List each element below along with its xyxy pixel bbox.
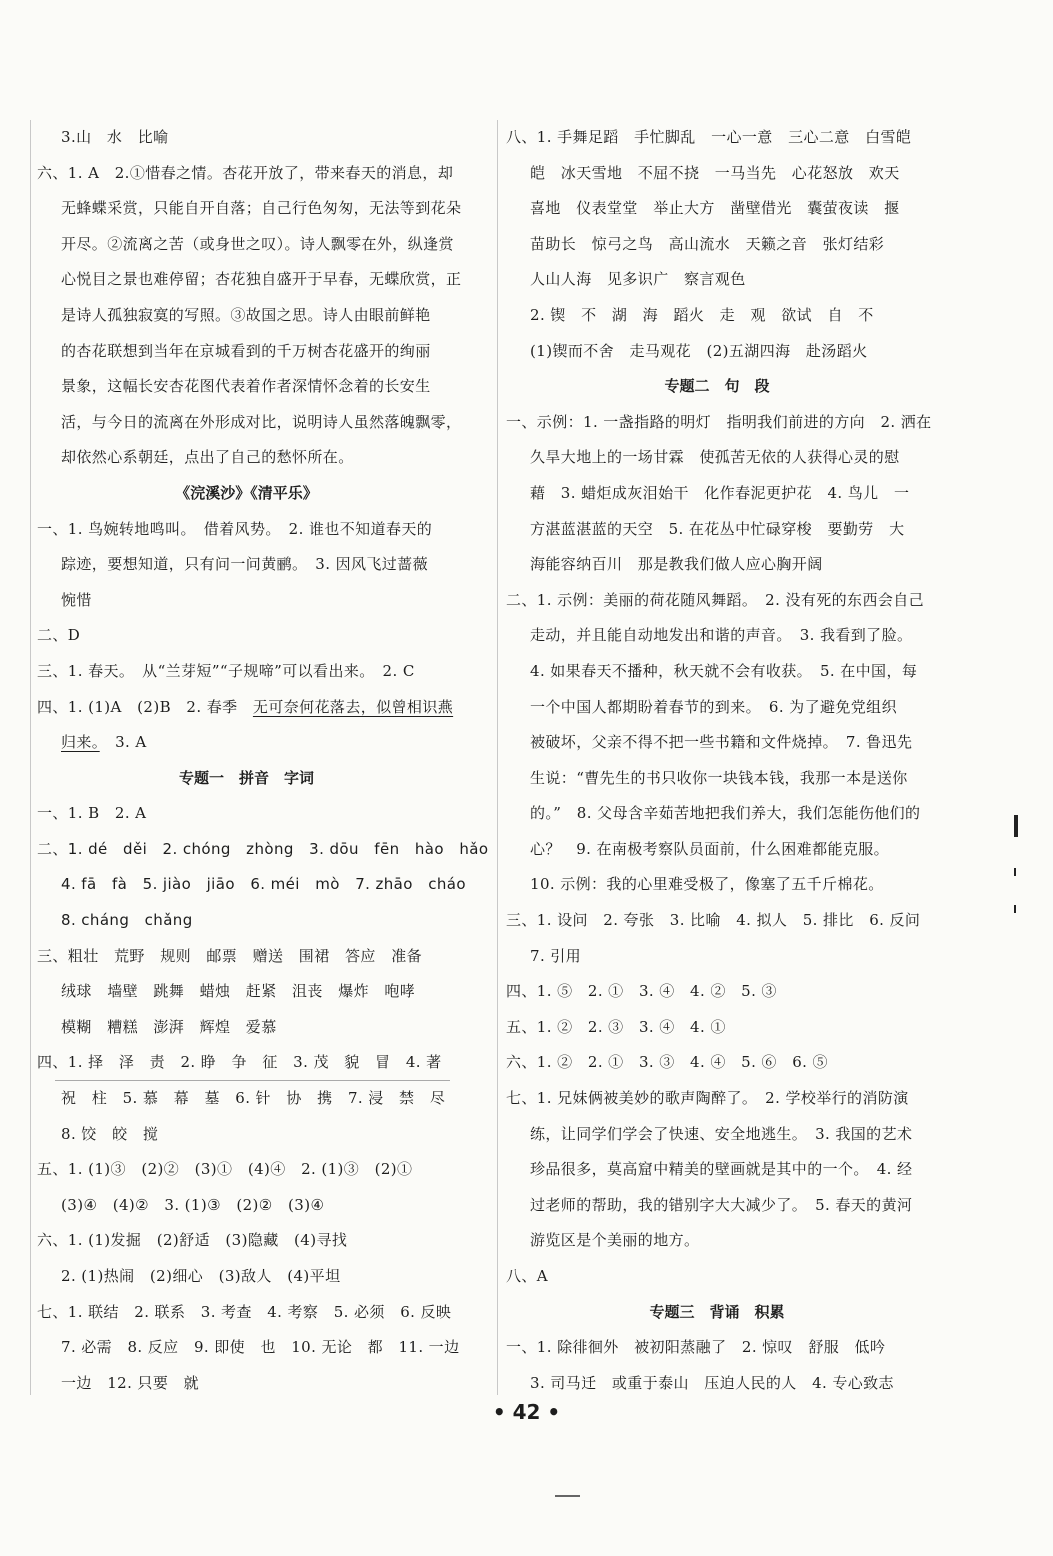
answer-line: [33, 156, 460, 192]
line-text: 喜地 仪表堂堂 举止大方 凿壁借光 囊萤夜读 揠: [530, 199, 900, 218]
line-text: 无蜂蝶采赏，只能自开自落；自己行色匆匆，无法等到花朵: [61, 199, 462, 218]
line-text: 三、粗壮 荒野 规则 邮票 赠送 围裙 答应 准备: [37, 946, 423, 965]
answer-line: [33, 1295, 460, 1331]
scan-mark: [555, 1495, 580, 1497]
answer-line: [33, 227, 460, 263]
answer-line: [502, 1330, 932, 1366]
answer-line: [33, 1330, 460, 1366]
underlined-answer: 归来。: [61, 733, 100, 752]
line-text: 4. 如果春天不播种，秋天就不会有收获。 5. 在中国，每: [530, 661, 918, 680]
answer-line: [502, 120, 932, 156]
left-column: [30, 120, 489, 1395]
answer-line: [33, 191, 460, 227]
right-column: [497, 120, 932, 1395]
line-text: 八、1. 手舞足蹈 手忙脚乱 一心一意 三心二意 白雪皑: [506, 128, 912, 146]
line-text: 走动，并且能自动地发出和谐的声音。 3. 我看到了脸。: [530, 626, 913, 645]
line-text: 二、1. dé děi 2. chóng zhòng 3. dōu fēn hào hǎo: [37, 839, 489, 858]
line-text: 三、1. 春天。 从“兰芽短”“子规啼”可以看出来。 2. C: [37, 661, 415, 680]
answer-line: [502, 725, 932, 761]
line-text: 四、1. ⑤ 2. ① 3. ④ 4. ② 5. ③: [506, 982, 777, 1001]
line-text: 3. 司马迁 或重于泰山 压迫人民的人 4. 专心致志: [530, 1373, 894, 1392]
line-text: 方湛蓝湛蓝的天空 5. 在花丛中忙碌穿梭 要勤劳 大: [530, 519, 905, 538]
line-text: 3.山 水 比喻: [61, 128, 169, 146]
line-text: 的杏花联想到当年在京城看到的千万树杏花盛开的绚丽: [61, 341, 431, 360]
answer-line: [502, 1045, 932, 1081]
answer-line: [33, 440, 460, 476]
line-text: 一、1. 鸟婉转地鸣叫。 借着风势。 2. 谁也不知道春天的: [37, 519, 433, 538]
answer-line: [33, 369, 460, 405]
line-text: 过老师的帮助，我的错别字大大减少了。 5. 春天的黄河: [530, 1195, 913, 1214]
line-text: 专题二 句 段: [664, 377, 770, 396]
section-heading: [33, 761, 460, 797]
section-heading: [33, 476, 460, 512]
page-number: • 42 •: [492, 1400, 561, 1424]
answer-line: [33, 334, 460, 370]
line-text: (1)锲而不舍 走马观花 (2)五湖四海 赴汤蹈火: [530, 341, 868, 360]
answer-line: [33, 1152, 460, 1188]
line-text: 藉 3. 蜡炬成灰泪始干 化作春泥更护花 4. 鸟儿 一: [530, 483, 910, 502]
line-text: 皑 冰天雪地 不屈不挠 一马当先 心花怒放 欢天: [530, 163, 900, 182]
answer-line: [502, 1081, 932, 1117]
answer-line: [502, 796, 932, 832]
answer-line: [502, 1010, 932, 1046]
answer-line: [33, 1366, 460, 1402]
line-text: 八、A: [506, 1267, 549, 1285]
line-text: 一个中国人都期盼着春节的到来。 6. 为了避免党组织: [530, 697, 897, 716]
answer-line: [33, 618, 460, 654]
answer-line: [33, 867, 466, 903]
answer-line: [33, 974, 460, 1010]
scan-mark: [1014, 815, 1018, 837]
answer-line: [502, 974, 932, 1010]
answer-line: [502, 476, 932, 512]
line-text: 《浣溪沙》《清平乐》: [175, 483, 318, 502]
line-text: 一、1. B 2. A: [37, 804, 147, 823]
answer-line: [502, 262, 932, 298]
underlined-answer: 无可奈何花落去，似曾相识燕: [252, 697, 454, 716]
answer-line: [502, 903, 932, 939]
line-text: 珍品很多，莫高窟中精美的壁画就是其中的一个。 4. 经: [530, 1160, 913, 1179]
answer-line: [502, 191, 932, 227]
line-text: 专题一 拼音 字词: [178, 768, 314, 787]
line-text: 心悦目之景也难停留；杏花独自盛开于早春，无蝶欣赏，正: [61, 270, 462, 289]
scan-mark: [1014, 868, 1016, 876]
answer-line: [33, 512, 460, 548]
answer-line: [502, 512, 932, 548]
line-text: 三、1. 设问 2. 夸张 3. 比喻 4. 拟人 5. 排比 6. 反问: [506, 911, 921, 930]
line-text: 活，与今日的流离在外形成对比，说明诗人虽然落魄飘零，: [61, 412, 462, 431]
line-text: 苗助长 惊弓之鸟 高山流水 天籁之音 张灯结彩: [530, 234, 885, 253]
line-text: 是诗人孤独寂寞的写照。③故国之思。诗人由眼前鲜艳: [61, 305, 431, 324]
line-text: 一边 12. 只要 就: [61, 1373, 200, 1392]
answer-line: [33, 1117, 460, 1153]
line-text: 2. 锲 不 湖 海 蹈火 走 观 欲试 自 不: [530, 305, 874, 324]
section-heading: [502, 369, 932, 405]
line-text: 生说：“曹先生的书只收你一块钱本钱，我那一本是送你: [530, 768, 908, 787]
answer-line: [33, 1259, 460, 1295]
line-text: 七、1. 兄妹俩被美妙的歌声陶醉了。 2. 学校举行的消防演: [506, 1089, 909, 1108]
line-text: 惋惜: [61, 590, 92, 609]
line-text: 四、1. (1)A (2)B 2. 春季: [37, 697, 253, 716]
answer-line: [33, 262, 460, 298]
answer-line: [33, 796, 460, 832]
answer-line: [33, 832, 489, 868]
answer-line: [502, 761, 932, 797]
answer-line: [502, 832, 932, 868]
answer-line: [502, 690, 932, 726]
line-text: 专题三 背诵 积累: [649, 1302, 785, 1321]
line-text: 二、D: [37, 626, 81, 645]
line-text: 4. fā fà 5. jiào jiāo 6. méi mò 7. zhāo cháo: [61, 875, 466, 894]
answer-line: [502, 867, 932, 903]
line-text-after: 3. A: [99, 733, 147, 752]
answer-line: [502, 1188, 932, 1224]
line-text: 踪迹，要想知道，只有问一问黄鹂。 3. 因风飞过蔷薇: [61, 555, 428, 574]
line-text: 7. 必需 8. 反应 9. 即使 也 10. 无论 都 11. 一边: [61, 1338, 460, 1357]
answer-line: [502, 583, 932, 619]
line-text: 六、1. A 2.①惜春之情。杏花开放了，带来春天的消息，却: [37, 163, 454, 182]
answer-line: [33, 654, 460, 690]
line-text: 六、1. (1)发掘 (2)舒适 (3)隐藏 (4)寻找: [37, 1231, 348, 1250]
answer-line: [33, 1045, 460, 1081]
line-text: 游览区是个美丽的地方。: [530, 1231, 700, 1250]
line-text: 二、1. 示例：美丽的荷花随风舞蹈。 2. 没有死的东西会自己: [506, 590, 925, 609]
line-text: 一、1. 除徘徊外 被初阳蒸融了 2. 惊叹 舒服 低吟: [506, 1338, 886, 1357]
line-text: 开尽。②流离之苦（或身世之叹）。诗人飘零在外，纵逢赏: [61, 234, 454, 253]
answer-line: [33, 120, 460, 156]
answer-line: [33, 1188, 460, 1224]
line-text: 练，让同学们学会了快速、安全地逃生。 3. 我国的艺术: [530, 1124, 913, 1143]
answer-line: [33, 583, 460, 619]
answer-line: [33, 939, 460, 975]
line-text: 人山人海 见多识广 察言观色: [530, 270, 746, 289]
answer-line: [502, 547, 932, 583]
answer-line: [502, 440, 932, 476]
line-text: 四、1. 择 泽 责 2. 睁 争 征 3. 茂 貌 冒 4. 著: [37, 1053, 442, 1072]
answer-line: [502, 939, 932, 975]
answer-line: [33, 903, 460, 939]
answer-line: [502, 1223, 932, 1259]
line-text: 却依然心系朝廷，点出了自己的愁怀所在。: [61, 448, 354, 467]
line-text: 8. cháng chǎng: [61, 911, 193, 930]
answer-line: [33, 725, 460, 761]
line-text: 心？ 9. 在南极考察队员面前，什么困难都能克服。: [530, 839, 890, 858]
line-text: 被破坏，父亲不得不把一些书籍和文件烧掉。 7. 鲁迅先: [530, 733, 913, 752]
answer-line: [502, 654, 932, 690]
line-text: 七、1. 联结 2. 联系 3. 考查 4. 考察 5. 必须 6. 反映: [37, 1302, 452, 1321]
answer-line: [502, 298, 932, 334]
line-text: (3)④ (4)② 3. (1)③ (2)② (3)④: [61, 1195, 325, 1214]
answer-line: [502, 1366, 932, 1402]
line-text: 10. 示例：我的心里难受极了，像塞了五千斤棉花。: [530, 875, 884, 894]
line-text: 8. 饺 皎 搅: [61, 1124, 159, 1143]
answer-line: [502, 618, 932, 654]
line-text: 的。” 8. 父母含辛茹苦地把我们养大，我们怎能伤他们的: [530, 804, 921, 823]
answer-line: [33, 1010, 460, 1046]
line-text: 久旱大地上的一场甘霖 使孤苦无依的人获得心灵的慰: [530, 448, 900, 467]
line-text: 绒球 墙壁 跳舞 蜡烛 赶紧 沮丧 爆炸 咆哮: [61, 982, 416, 1001]
answer-line: [33, 298, 460, 334]
line-text: 五、1. (1)③ (2)② (3)① (4)④ 2. (1)③ (2)①: [37, 1160, 413, 1179]
line-text: 六、1. ② 2. ① 3. ③ 4. ④ 5. ⑥ 6. ⑤: [506, 1053, 828, 1072]
answer-line: [33, 1223, 460, 1259]
line-text: 7. 引用: [530, 946, 582, 965]
line-text: 2. (1)热闹 (2)细心 (3)敌人 (4)平坦: [61, 1267, 341, 1285]
line-text: 景象，这幅长安杏花图代表着作者深情怀念着的长安生: [61, 377, 431, 396]
line-text: 五、1. ② 2. ③ 3. ④ 4. ①: [506, 1017, 726, 1036]
section-heading: [502, 1295, 932, 1331]
answer-line: [33, 547, 460, 583]
answer-line: [33, 1081, 460, 1117]
scan-rule: [55, 1080, 450, 1081]
line-text: 一、示例：1. 一盏指路的明灯 指明我们前进的方向 2. 洒在: [506, 412, 932, 431]
answer-line: [502, 227, 932, 263]
answer-line: [33, 690, 460, 726]
answer-line: [33, 405, 460, 441]
answer-line: [502, 1152, 932, 1188]
answer-line: [502, 156, 932, 192]
answer-line: [502, 1117, 932, 1153]
scan-mark: [1014, 905, 1016, 913]
line-text: 祝 柱 5. 慕 幕 墓 6. 针 协 携 7. 浸 禁 尽: [61, 1089, 446, 1108]
line-text: 模糊 糟糕 澎湃 辉煌 爱慕: [61, 1017, 277, 1036]
answer-line: [502, 405, 932, 441]
answer-line: [502, 1259, 932, 1295]
line-text: 海能容纳百川 那是教我们做人应心胸开阔: [530, 555, 823, 574]
answer-line: [502, 334, 932, 370]
